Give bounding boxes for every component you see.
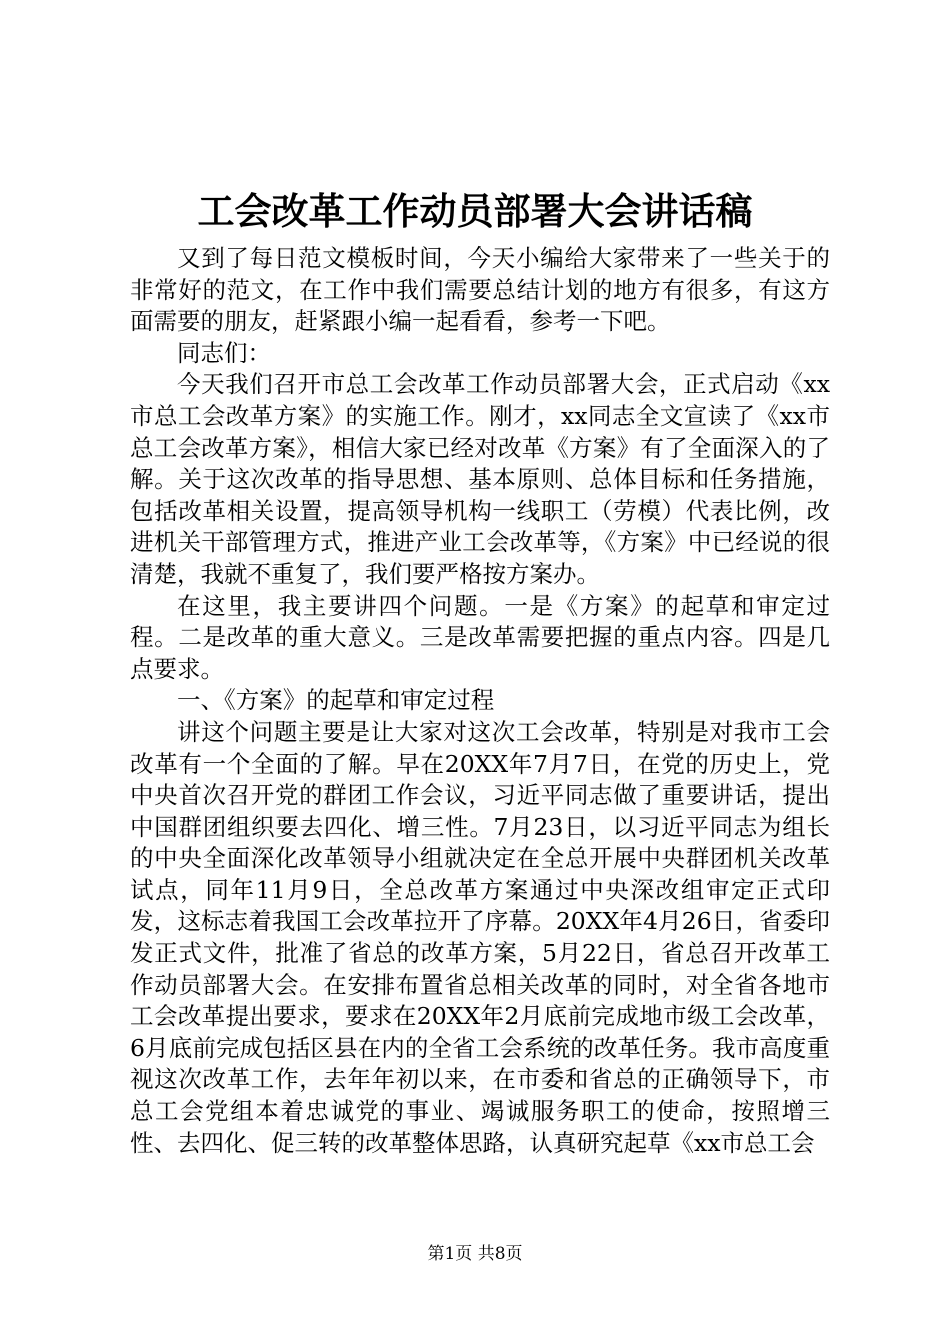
paragraph-intro: 又到了每日范文模板时间，今天小编给大家带来了一些关于的非常好的范文，在工作中我们需要总结计划的地方有很多，有这方面需要的朋友，赶紧跟小编一起看看，参考一下吧。 <box>130 244 830 336</box>
section-heading-1: 一、《方案》的起草和审定过程 <box>177 686 495 715</box>
page-footer: 第1页 共8页 <box>427 1244 523 1264</box>
document-body <box>130 243 830 1159</box>
document-title: 工会改革工作动员部署大会讲话稿 <box>197 189 753 233</box>
paragraph-four-issues: 在这里，我主要讲四个问题。一是《方案》的起草和审定过程。二是改革的重大意义。三是改革需要把握的重点内容。四是几点要求。 <box>130 591 830 683</box>
paragraph-salutation: 同志们： <box>177 338 271 367</box>
paragraph-opening: 今天我们召开市总工会改革工作动员部署大会，正式启动《xx市总工会改革方案》的实施工作。刚才，xx同志全文宣读了《xx市总工会改革方案》，相信大家已经对改革《方案》有了全面深入的了解。关于这次改革的指导思想、基本原则、总体目标和任务措施，包括改革相关设置，提高领导机构一线职工（劳模）代表比例，改进机关干部管理方式，推进产业工会改革等，《方案》中已经说的很清楚，我就不重复了，我们要严格按方案办。 <box>130 370 830 588</box>
paragraph-section-1: 讲这个问题主要是让大家对这次工会改革，特别是对我市工会改革有一个全面的了解。早在20XX年7月7日，在党的历史上，党中央首次召开党的群团工作会议，习近平同志做了重要讲话，提出中国群团组织要去四化、增三性。7月23日，以习近平同志为组长的中央全面深化改革领导小组就决定在全总开展中央群团机关改革试点，同年11月9日，全总改革方案通过中央深改组审定正式印发，这标志着我国工会改革拉开了序幕。20XX年4月26日，省委印发正式文件，批准了省总的改革方案，5月22日，省总召开改革工作动员部署大会。在安排布置省总相关改革的同时，对全省各地市工会改革提出要求，要求在20XX年2月底前完成地市级工会改革，6月底前完成包括区县在内的全省工会系统的改革任务。我市高度重视这次改革工作，去年年初以来，在市委和省总的正确领导下，市总工会党组本着忠诚党的事业、竭诚服务职工的使命，按照增三性、去四化、促三转的改革整体思路，认真研究起草《xx市总工会 <box>130 717 830 1157</box>
